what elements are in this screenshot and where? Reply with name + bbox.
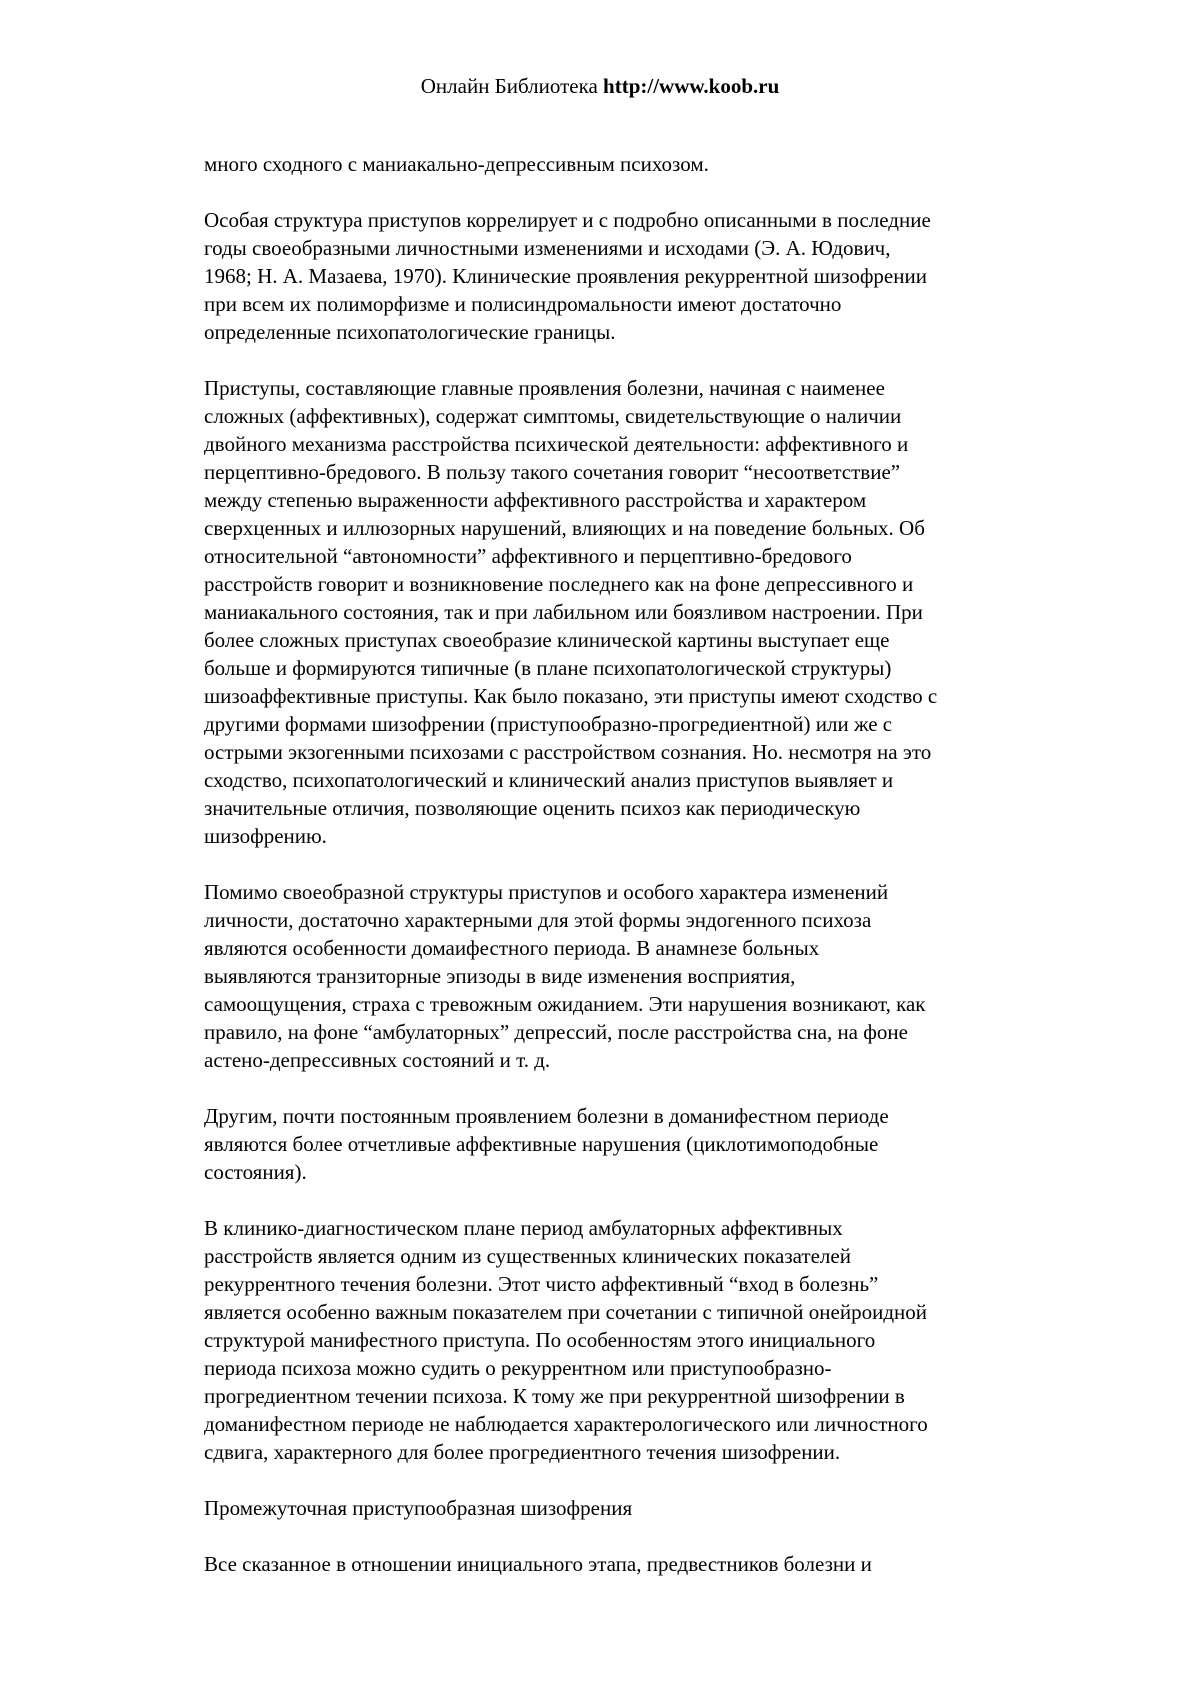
text-line: значительные отличия, позволяющие оценить психоз как периодическую xyxy=(204,796,861,820)
page-header xyxy=(0,72,1200,100)
text-line: маниакального состояния, так и при лабильном или боязливом настроении. При xyxy=(204,600,923,624)
text-line: при всем их полиморфизме и полисиндромальности имеют достаточно xyxy=(204,292,842,316)
text-line: является особенно важным показателем при сочетании с типичной онейроидной xyxy=(204,1300,927,1324)
text-line: сдвига, характерного для более прогредиентного течения шизофрении. xyxy=(204,1440,841,1464)
text-line: шизофрению. xyxy=(204,824,327,848)
text-line: Промежуточная приступообразная шизофрения xyxy=(204,1496,633,1520)
paragraph xyxy=(204,374,1084,850)
text-line: состояния). xyxy=(204,1160,307,1184)
text-line: относительной “автономности” аффективного и перцептивно-бредового xyxy=(204,544,852,568)
text-line: самоощущения, страха с тревожным ожиданием. Эти нарушения возникают, как xyxy=(204,992,926,1016)
text-line: сложных (аффективных), содержат симптомы, свидетельствующие о наличии xyxy=(204,404,902,428)
text-line: 1968; Н. А. Мазаева, 1970). Клинические проявления рекуррентной шизофрении xyxy=(204,264,927,288)
text-line: перцептивно-бредового. В пользу такого сочетания говорит “несоответствие” xyxy=(204,460,901,484)
text-line: астено-депрессивных состояний и т. д. xyxy=(204,1048,551,1072)
text-line: шизоаффективные приступы. Как было показано, эти приступы имеют сходство с xyxy=(204,684,938,708)
text-line: периода психоза можно судить о рекуррентном или приступообразно- xyxy=(204,1356,832,1380)
text-line: являются особенности домаифестного периода. В анамнезе больных xyxy=(204,936,820,960)
text-line: В клинико-диагностическом плане период амбулаторных аффективных xyxy=(204,1216,843,1240)
text-line: личности, достаточно характерными для этой формы эндогенного психоза xyxy=(204,908,872,932)
paragraph xyxy=(204,878,1084,1074)
text-line: правило, на фоне “амбулаторных” депрессий, после расстройства сна, на фоне xyxy=(204,1020,908,1044)
text-line: Помимо своеобразной структуры приступов и особого характера изменений xyxy=(204,880,889,904)
text-line: Приступы, составляющие главные проявления болезни, начиная с наименее xyxy=(204,376,885,400)
text-line: годы своеобразными личностными изменениями и исходами (Э. А. Юдович, xyxy=(204,236,891,260)
document-body xyxy=(204,150,1084,1606)
text-line: расстройств является одним из существенных клинических показателей xyxy=(204,1244,851,1268)
text-line: выявляются транзиторные эпизоды в виде изменения восприятия, xyxy=(204,964,796,988)
text-line: рекуррентного течения болезни. Этот чисто аффективный “вход в болезнь” xyxy=(204,1272,879,1296)
text-line: более сложных приступах своеобразие клинической картины выступает еще xyxy=(204,628,890,652)
text-line: больше и формируются типичные (в плане психопатологической структуры) xyxy=(204,656,892,680)
text-line: доманифестном периоде не наблюдается характерологического или личностного xyxy=(204,1412,928,1436)
text-line: другими формами шизофрении (приступообразно-прогредиентной) или же с xyxy=(204,712,893,736)
header-prefix: Онлайн Библиотека xyxy=(420,74,604,98)
paragraph xyxy=(204,1494,1084,1522)
text-line: двойного механизма расстройства психической деятельности: аффективного и xyxy=(204,432,909,456)
text-line: прогредиентном течении психоза. К тому же при рекуррентной шизофрении в xyxy=(204,1384,905,1408)
text-line: структурой манифестного приступа. По особенностям этого инициального xyxy=(204,1328,876,1352)
text-line: Особая структура приступов коррелирует и с подробно описанными в последние xyxy=(204,208,931,232)
text-line: сходство, психопатологический и клинический анализ приступов выявляет и xyxy=(204,768,894,792)
text-line: Другим, почти постоянным проявлением болезни в доманифестном периоде xyxy=(204,1104,889,1128)
paragraph xyxy=(204,150,1084,178)
text-line: много сходного с маниакально-депрессивным психозом. xyxy=(204,152,709,176)
paragraph xyxy=(204,1550,1084,1578)
text-line: являются более отчетливые аффективные нарушения (циклотимоподобные xyxy=(204,1132,879,1156)
text-line: между степенью выраженности аффективного расстройства и характером xyxy=(204,488,867,512)
text-line: острыми экзогенными психозами с расстройством сознания. Но. несмотря на это xyxy=(204,740,932,764)
header-url-link[interactable]: http://www.koob.ru xyxy=(603,74,780,98)
paragraph xyxy=(204,206,1084,346)
text-line: Все сказанное в отношении инициального этапа, предвестников болезни и xyxy=(204,1552,872,1576)
text-line: расстройств говорит и возникновение последнего как на фоне депрессивного и xyxy=(204,572,914,596)
paragraph xyxy=(204,1102,1084,1186)
paragraph xyxy=(204,1214,1084,1466)
text-line: определенные психопатологические границы. xyxy=(204,320,616,344)
text-line: сверхценных и иллюзорных нарушений, влияющих и на поведение больных. Об xyxy=(204,516,925,540)
